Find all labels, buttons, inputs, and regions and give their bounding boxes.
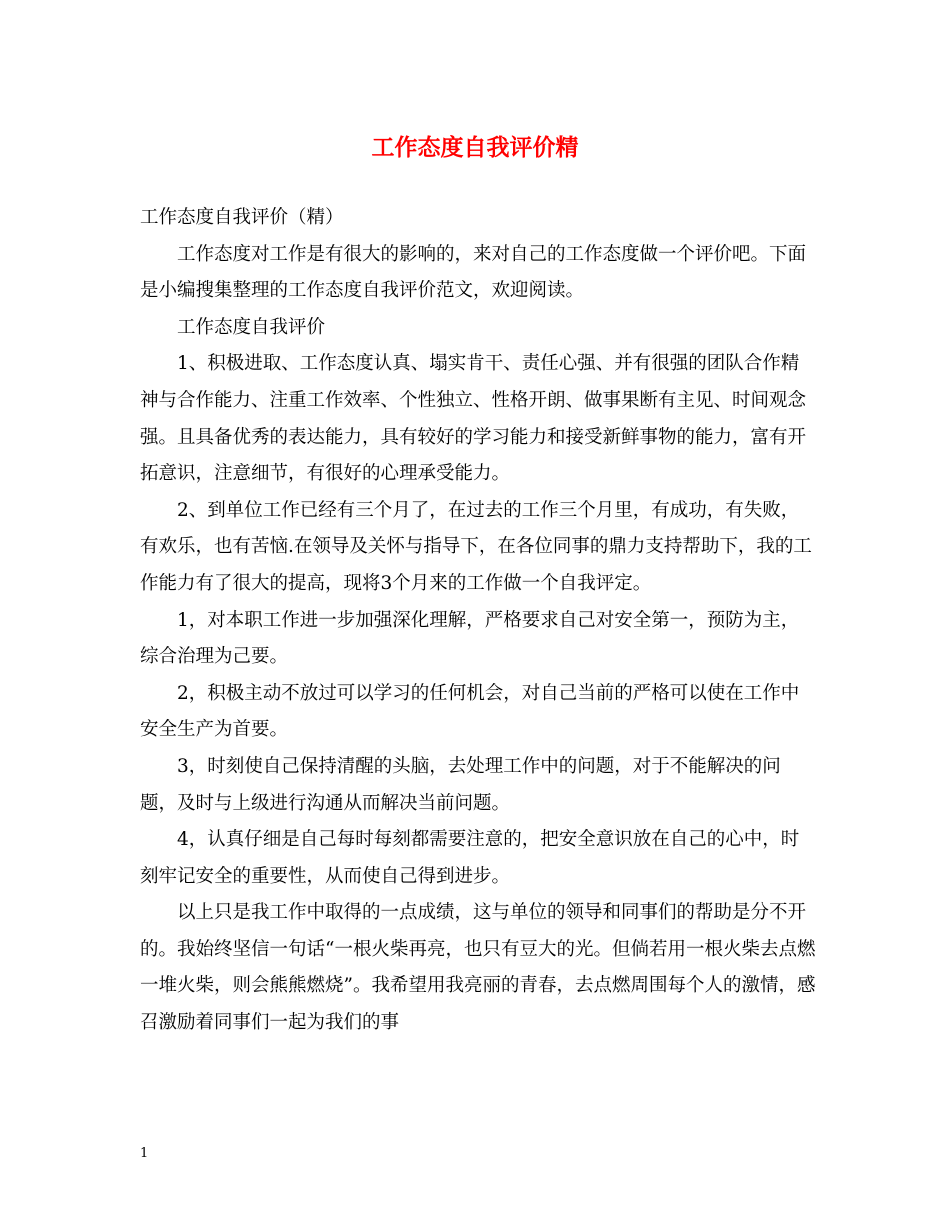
section-heading: 工作态度自我评价 — [177, 316, 326, 338]
list-item: 3，时刻使自己保持清醒的头脑，去处理工作中的问题，对于不能解决的问题，及时与上级进行沟通从而解决当前问题。 — [140, 755, 781, 814]
document-body — [140, 200, 816, 1042]
subtitle-paragraph: 工作态度自我评价（精） — [140, 207, 344, 228]
list-item: 2，积极主动不放过可以学习的任何机会，对自己当前的严格可以使在工作中安全生产为首要。 — [140, 682, 800, 741]
body-paragraph: 1、积极进取、工作态度认真、塌实肯干、责任心强、并有很强的团队合作精神与合作能力、注重工作效率、个性独立、性格开朗、做事果断有主见、时间观念强。且具备优秀的表达能力，具有较好的学习能力和接受新鲜事物的能力，富有开拓意识，注意细节，有很好的心理承受能力。 — [140, 353, 807, 485]
body-paragraph: 2、到单位工作已经有三个月了，在过去的工作三个月里，有成功，有失败，有欢乐，也有苦恼.在领导及关怀与指导下，在各位同事的鼎力支持帮助下，我的工作能力有了很大的提高，现将3个月来的工作做一个自我评定。 — [140, 499, 812, 594]
body-paragraph: 工作态度对工作是有很大的影响的，来对自己的工作态度做一个评价吧。下面是小编搜集整理的工作态度自我评价范文，欢迎阅读。 — [140, 243, 807, 302]
body-paragraph: 以上只是我工作中取得的一点成绩，这与单位的领导和同事们的帮助是分不开的。我始终坚信一句话“一根火柴再亮，也只有豆大的光。但倘若用一根火柴去点燃一堆火柴，则会熊熊燃烧”。我希望用我亮丽的青春，去点燃周围每个人的激情，感召激励着同事们一起为我们的事 — [140, 902, 816, 1034]
list-item: 4，认真仔细是自己每时每刻都需要注意的，把安全意识放在自己的心中，时刻牢记安全的重要性，从而使自己得到进步。 — [140, 829, 800, 887]
page-number: 1 — [140, 1146, 149, 1161]
document-title: 工作态度自我评价精 — [371, 134, 579, 161]
list-item: 1，对本职工作进一步加强深化理解，严格要求自己对安全第一，预防为主，综合治理为己要。 — [140, 609, 800, 668]
